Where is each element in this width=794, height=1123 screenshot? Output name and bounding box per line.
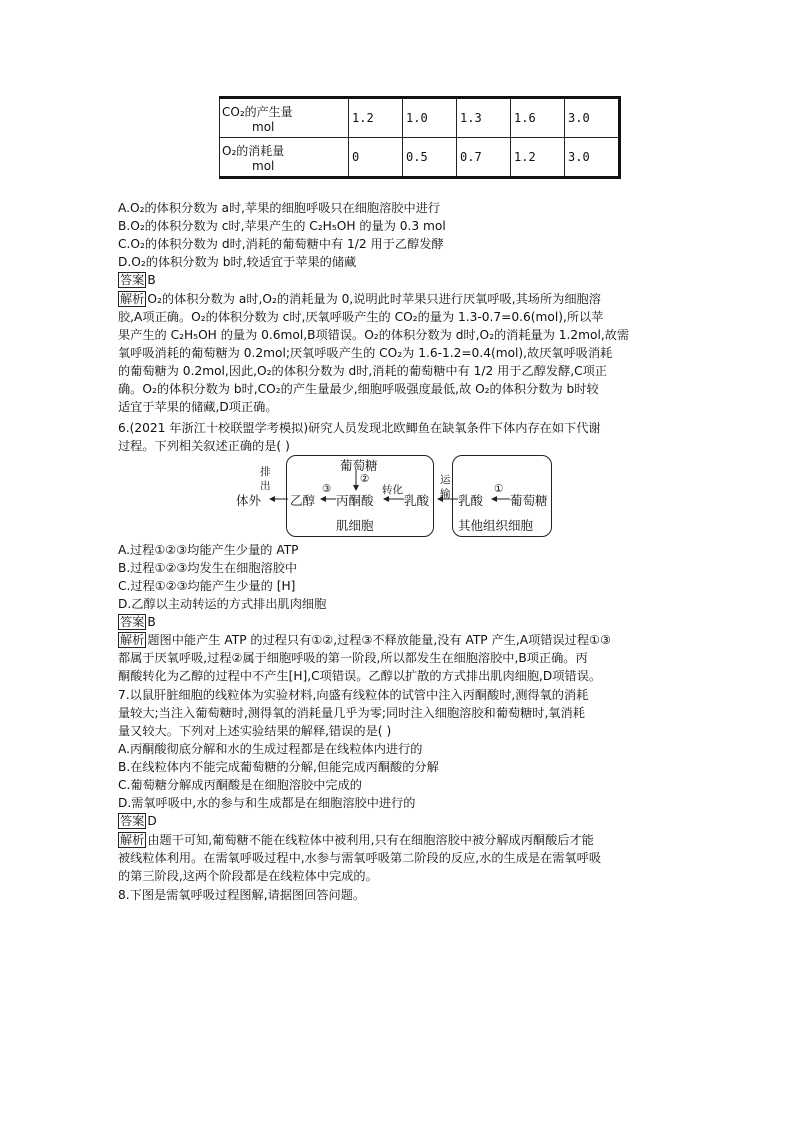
q5-analysis-line [118,290,601,308]
lactate-label: 乳酸 [404,493,430,508]
discharge-label: 出 [260,480,271,492]
lactate-label: 乳酸 [458,493,484,508]
q6-analysis-line: 都属于厌氧呼吸,过程②属于细胞呼吸的第一阶段,所以都发生在细胞溶胶中,B项正确。丙 [118,651,588,665]
q5-analysis-line: 适宜于苹果的储藏,D项正确。 [118,400,278,414]
other-cells-label: 其他组织细胞 [458,518,534,533]
outside-body-label: 体外 [236,493,262,508]
answer-value: B [147,615,156,629]
table-cell: 0.7 [457,138,511,178]
table-cell: 1.2 [349,98,403,138]
q6-analysis-line: 酮酸转化为乙醇的过程中不产生[H],C项错误。乙醇以扩散的方式排出肌肉细胞,D项错误。 [118,669,602,683]
glucose-label: 葡萄糖 [510,493,548,508]
q6-option-c: C.过程①②③均能产生少量的 [H] [118,579,296,593]
table-cell: 1.3 [457,98,511,138]
answer-value: D [147,814,157,828]
row-unit: mol [252,158,275,173]
table-row [220,98,620,138]
answer-tag: 答案 [120,273,145,287]
table-cell: 1.2 [511,138,565,178]
answer-value: B [147,273,156,287]
q5-option-b: B.O₂的体积分数为 c时,苹果产生的 C₂H₅OH 的量为 0.3 mol [118,219,446,233]
q5-option-c: C.O₂的体积分数为 d时,消耗的葡萄糖中有 1/2 用于乙醇发酵 [118,237,444,251]
q7-option-d: D.需氧呼吸中,水的参与和生成都是在细胞溶胶中进行的 [118,796,416,810]
pyruvate-label: 丙酮酸 [336,493,374,508]
q5-analysis-line: 的葡萄糖为 0.2mol,因此,O₂的体积分数为 d时,消耗的葡萄糖中有 1/2 用于乙醇发酵,C项正 [118,364,608,378]
analysis-text: O₂的体积分数为 a时,O₂的消耗量为 0,说明此时苹果只进行厌氧呼吸,其场所为细胞溶 [147,292,601,306]
process-3-label: ③ [322,483,332,495]
q8-stem: 8.下图是需氧呼吸过程图解,请据图回答问题。 [118,888,366,902]
table-row [220,138,620,178]
q6-option-a: A.过程①②③均能产生少量的 ATP [118,543,299,557]
answer-tag: 答案 [120,615,145,629]
q5-analysis-line: 确。O₂的体积分数为 b时,CO₂的产生量最少,细胞呼吸强度最低,故 O₂的体积分数为 b时较 [118,382,599,396]
q7-stem: 量又较大。下列对上述实验结果的解释,错误的是( ) [118,724,392,738]
q6-stem: 过程。下列相关叙述正确的是( ) [118,439,290,453]
q7-analysis-line: 的第三阶段,这两个阶段都是在线粒体中完成的。 [118,869,378,883]
q7-option-b: B.在线粒体内不能完成葡萄糖的分解,但能完成丙酮酸的分解 [118,760,439,774]
q5-option-a: A.O₂的体积分数为 a时,苹果的细胞呼吸只在细胞溶胶中进行 [118,201,441,215]
q5-answer [118,271,156,289]
process-1-label: ① [494,483,504,495]
q6-answer [118,613,156,631]
q7-analysis-line [118,831,594,849]
q5-analysis-line: 胶,A项正确。O₂的体积分数为 c时,厌氧呼吸产生的 CO₂的量为 1.3-0.7=0.6(mol),所以苹 [118,310,604,324]
q7-option-c: C.葡萄糖分解成丙酮酸是在细胞溶胶中完成的 [118,778,362,792]
row-unit: mol [252,119,275,134]
q6-option-d: D.乙醇以主动转运的方式排出肌肉细胞 [118,597,327,611]
q6-stem: 6.(2021 年浙江十校联盟学考模拟)研究人员发现北欧鲫鱼在缺氧条件下体内存在如下代谢 [118,421,601,435]
q7-answer [118,812,157,830]
row-label: CO₂的产生量 [222,104,293,119]
discharge-label: 排 [260,466,271,478]
row-header [220,138,349,178]
table-cell: 3.0 [565,138,620,178]
analysis-text: 由题干可知,葡萄糖不能在线粒体中被利用,只有在细胞溶胶中被分解成丙酮酸后才能 [147,833,594,847]
q5-analysis-line: 氧呼吸消耗的葡萄糖为 0.2mol;厌氧呼吸产生的 CO₂为 1.6-1.2=0.4(mol),故厌氧呼吸消耗 [118,346,613,360]
table-cell: 1.0 [403,98,457,138]
q7-option-a: A.丙酮酸彻底分解和水的生成过程都是在线粒体内进行的 [118,742,423,756]
glucose-label: 葡萄糖 [340,458,378,473]
transport-label: 输 [440,488,451,500]
q7-analysis-line: 被线粒体利用。在需氧呼吸过程中,水参与需氧呼吸第二阶段的反应,水的生成是在需氧呼吸 [118,851,602,865]
table-cell: 0 [349,138,403,178]
analysis-tag: 解析 [120,292,145,306]
analysis-tag: 解析 [120,633,145,647]
conversion-label: 转化 [382,484,403,496]
table-cell: 1.6 [511,98,565,138]
process-2-label: ② [360,473,370,485]
q7-stem: 7.以鼠肝脏细胞的线粒体为实验材料,向盛有线粒体的试管中注入丙酮酸时,测得氧的消耗 [118,688,589,702]
table-cell: 0.5 [403,138,457,178]
table-cell: 3.0 [565,98,620,138]
q5-option-d: D.O₂的体积分数为 b时,较适宜于苹果的储藏 [118,255,357,269]
analysis-text: 题图中能产生 ATP 的过程只有①②,过程③不释放能量,没有 ATP 产生,A项错误过程①③ [147,633,611,647]
analysis-tag: 解析 [120,833,145,847]
q6-analysis-line [118,631,611,649]
q6-option-b: B.过程①②③均发生在细胞溶胶中 [118,561,298,575]
row-label: O₂的消耗量 [222,143,285,158]
transport-label: 运 [440,474,451,486]
metabolism-diagram [236,452,556,538]
q5-analysis-line: 果产生的 C₂H₅OH 的量为 0.6mol,B项错误。O₂的体积分数为 d时,O₂的消耗量为 1.2mol,故需 [118,328,630,342]
answer-tag: 答案 [120,814,145,828]
muscle-cell-label: 肌细胞 [336,518,374,533]
row-header [220,98,349,138]
q7-stem: 量较大;当注入葡萄糖时,测得氧的消耗量几乎为零;同时注入细胞溶胶和葡萄糖时,氧消耗 [118,706,585,720]
data-table [219,96,621,179]
ethanol-label: 乙醇 [290,493,316,508]
